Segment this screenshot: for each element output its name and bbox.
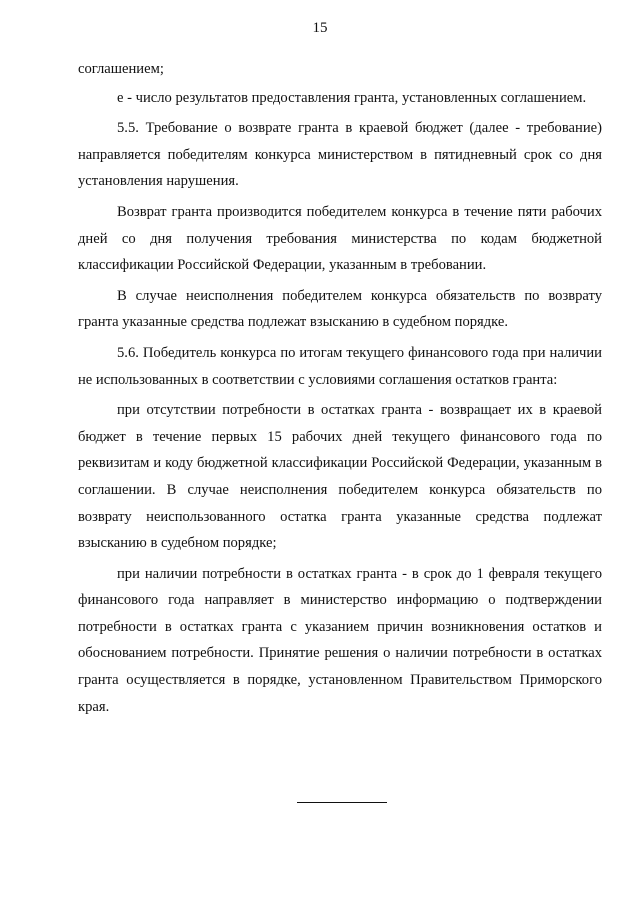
paragraph-agreement-end: соглашением; bbox=[78, 61, 164, 77]
paragraph-non-fulfillment: В случае неисполнения победителем конкурса обязательств по возврату гранта указанные средства подлежат взысканию в судебном порядке. bbox=[78, 287, 602, 331]
paragraph-5-6-remainders: 5.6. Победитель конкурса по итогам текущего финансового года при наличии не использованных в соответствии с условиями соглашения остатков гранта: bbox=[78, 344, 602, 388]
paragraph-grant-return: Возврат гранта производится победителем конкурса в течение пяти рабочих дней со дня получения требования министерства по кодам бюджетной классификации Российской Федерации, указанным в требовании. bbox=[78, 203, 602, 274]
paragraph-no-need: при отсутствии потребности в остатках гранта - возвращает их в краевой бюджет в течение первых 15 рабочих дней текущего финансового года по реквизитам и коду бюджетной классификации Российской Федерации, указанным в соглашении. В случае неисполнения победителем конкурса обязательств по возврату неиспользованного остатка гранта указанные средства подлежат взысканию в судебном порядке; bbox=[78, 402, 602, 552]
paragraph-definition-e: е - число результатов предоставления гранта, установленных соглашением. bbox=[117, 89, 587, 106]
page-number: 15 bbox=[312, 20, 328, 36]
document-body bbox=[78, 56, 602, 724]
end-separator-line bbox=[297, 802, 387, 803]
paragraph-with-need: при наличии потребности в остатках гранта - в срок до 1 февраля текущего финансового года направляет в министерство информацию о подтверждении потребности в остатках гранта с указанием причин возникновения остатков и обоснованием потребности. Принятие решения о наличии потребности в остатках гранта осуществляется в порядке, установленном Правительством Приморского края. bbox=[78, 565, 602, 715]
paragraph-5-5-requirement: 5.5. Требование о возврате гранта в краевой бюджет (далее - требование) направляется победителям конкурса министерством в пятидневный срок со дня установления нарушения. bbox=[78, 120, 602, 190]
